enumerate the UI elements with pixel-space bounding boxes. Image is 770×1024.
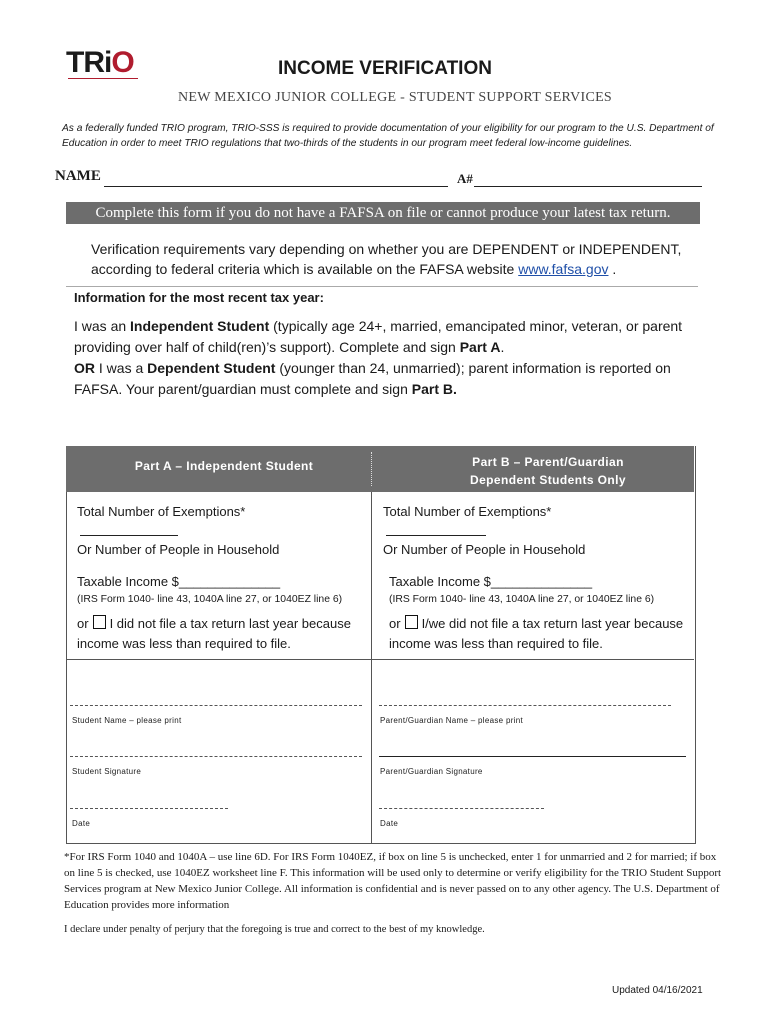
part-a-exemptions-field[interactable] (80, 535, 178, 536)
independent-paragraph: I was an Independent Student (typically age 24+, married, emancipated minor, veteran, or parent providing over half of child(ren)’s support). Complete and sign Part A. (74, 318, 683, 355)
part-b-no-file-checkbox[interactable] (405, 615, 418, 629)
part-a-irs-note: (IRS Form 1040- line 43, 1040A line 27, or 1040EZ line 6) (77, 594, 343, 605)
a-number-field[interactable] (474, 186, 702, 187)
info-heading: Information for the most recent tax year: (74, 290, 324, 305)
parent-signature-label: Parent/Guardian Signature (380, 767, 483, 776)
trio-logo: TRiO (66, 46, 134, 79)
footnote: *For IRS Form 1040 and 1040A – use line 6D. For IRS Form 1040EZ, if box on line 5 is unchecked, enter 1 for unmarried and 2 for married; if box on line 5 is checked, use 1040EZ worksheet line F. This information will be used only to determine or verify eligibility for the TRIO Student Support Services program at New Mexico Junior College. All information is confidential and is never passed on to any other agency. The U.S. Department of Education provides more information (64, 851, 722, 911)
student-name-field[interactable] (70, 705, 362, 706)
student-signature-label: Student Signature (72, 767, 142, 776)
part-a-no-file-checkbox[interactable] (93, 615, 106, 629)
column-divider-lower (371, 660, 372, 843)
fafsa-link[interactable]: www.fafsa.gov (518, 261, 609, 277)
verification-text: Verification requirements vary depending on whether you are DEPENDENT or INDEPENDENT, according to federal criteria which is available on the FAFSA website www.fafsa.gov . (91, 241, 682, 277)
part-b-exemptions-label: Total Number of Exemptions* (383, 504, 552, 519)
parent-name-label: Parent/Guardian Name – please print (380, 716, 524, 725)
name-field[interactable] (104, 186, 448, 187)
column-divider (371, 492, 372, 660)
parent-name-field[interactable] (379, 705, 671, 706)
part-a-taxable-income[interactable]: Taxable Income $______________ (77, 574, 281, 589)
page-title: INCOME VERIFICATION (278, 58, 492, 79)
part-a-no-file: or I did not file a tax return last year because income was less than required to file. (77, 616, 351, 651)
parent-date-label: Date (380, 819, 399, 828)
part-b-taxable-income[interactable]: Taxable Income $______________ (389, 574, 593, 589)
part-b-irs-note: (IRS Form 1040- line 43, 1040A line 27, or 1040EZ line 6) (389, 594, 655, 605)
a-number-label: A# (457, 171, 473, 186)
updated-date: Updated 04/16/2021 (612, 985, 703, 996)
part-b-no-file: or I/we did not file a tax return last year because income was less than required to file. (389, 616, 684, 651)
part-b-header: Part B – Parent/Guardian Dependent Students Only (470, 455, 626, 487)
status-explanation (74, 316, 714, 400)
part-a-exemptions-label: Total Number of Exemptions* (77, 504, 246, 519)
parent-signature-field[interactable] (379, 756, 686, 757)
part-a-header: Part A – Independent Student (134, 459, 314, 473)
parent-date-field[interactable] (379, 808, 544, 809)
student-date-field[interactable] (70, 808, 228, 809)
name-label: NAME (55, 168, 101, 184)
page-subtitle: NEW MEXICO JUNIOR COLLEGE - STUDENT SUPPORT SERVICES (177, 90, 613, 105)
declaration: I declare under penalty of perjury that the foregoing is true and correct to the best of my knowledge. (64, 924, 485, 935)
divider (66, 286, 698, 287)
student-signature-field[interactable] (70, 756, 362, 757)
part-b-exemptions-field[interactable] (386, 535, 486, 536)
part-a-household-label: Or Number of People in Household (77, 542, 280, 557)
part-b-household-label: Or Number of People in Household (383, 542, 586, 557)
instruction-banner: Complete this form if you do not have a FAFSA on file or cannot produce your latest tax return. (66, 202, 700, 224)
dependent-paragraph: OR I was a Dependent Student (younger than 24, unmarried); parent information is reported on FAFSA. Your parent/guardian must complete and sign Part B. (74, 360, 671, 397)
student-date-label: Date (72, 819, 91, 828)
student-name-label: Student Name – please print (72, 716, 182, 725)
row-divider (66, 659, 694, 660)
intro-text: As a federally funded TRIO program, TRIO-SSS is required to provide documentation of your eligibility for our program to the U.S. Department of Education in order to meet TRIO regulations that two-thirds of the students in our program meet federal low-income guidelines. (62, 123, 714, 149)
